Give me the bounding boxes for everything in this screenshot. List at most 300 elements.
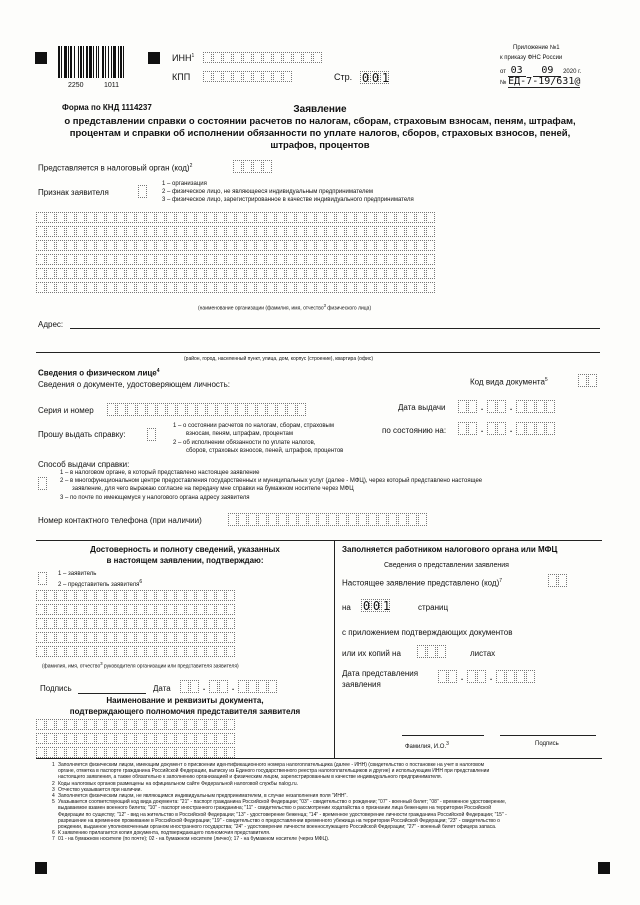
input-cell[interactable]	[36, 240, 45, 251]
input-cell[interactable]	[166, 212, 175, 223]
input-cell[interactable]	[36, 254, 45, 265]
input-cell[interactable]	[380, 71, 389, 84]
input-cell[interactable]	[106, 590, 115, 601]
address-line-2[interactable]	[36, 352, 600, 353]
input-cell[interactable]	[426, 212, 435, 223]
input-cell[interactable]	[216, 632, 225, 643]
input-cell[interactable]	[226, 747, 235, 758]
date-cell[interactable]	[546, 400, 555, 413]
input-cell[interactable]	[366, 226, 375, 237]
input-cell[interactable]	[36, 733, 45, 744]
date-cell[interactable]	[506, 670, 515, 683]
date-cell[interactable]	[526, 422, 535, 435]
input-cell[interactable]	[276, 212, 285, 223]
input-cell[interactable]	[146, 226, 155, 237]
input-cell[interactable]	[326, 268, 335, 279]
input-cell[interactable]	[246, 240, 255, 251]
grid-row[interactable]	[36, 604, 235, 615]
input-cell[interactable]	[117, 403, 126, 416]
input-cell[interactable]	[46, 632, 55, 643]
input-cell[interactable]	[156, 719, 165, 730]
input-cell[interactable]	[127, 403, 136, 416]
input-cell[interactable]	[116, 733, 125, 744]
input-cell[interactable]	[273, 71, 282, 82]
input-cell[interactable]	[206, 212, 215, 223]
date-cell[interactable]	[438, 670, 447, 683]
input-cell[interactable]	[46, 733, 55, 744]
input-cell[interactable]	[266, 282, 275, 293]
input-cell[interactable]	[147, 403, 156, 416]
input-cell[interactable]	[56, 212, 65, 223]
request-type-field[interactable]	[147, 428, 156, 441]
input-cell[interactable]	[278, 513, 287, 526]
input-cell[interactable]	[226, 604, 235, 615]
input-cell[interactable]	[396, 268, 405, 279]
input-cell[interactable]	[326, 212, 335, 223]
input-cell[interactable]	[283, 52, 292, 63]
input-cell[interactable]	[86, 254, 95, 265]
input-cell[interactable]	[376, 268, 385, 279]
input-cell[interactable]	[126, 719, 135, 730]
input-cell[interactable]	[196, 747, 205, 758]
input-cell[interactable]	[406, 240, 415, 251]
input-cell[interactable]	[316, 268, 325, 279]
input-cell[interactable]	[76, 226, 85, 237]
input-cell[interactable]	[386, 268, 395, 279]
input-cell[interactable]	[277, 403, 286, 416]
input-cell[interactable]	[296, 282, 305, 293]
input-cell[interactable]	[253, 52, 262, 63]
input-cell[interactable]	[406, 268, 415, 279]
input-cell[interactable]	[166, 590, 175, 601]
submitted-code-field[interactable]	[548, 574, 567, 587]
input-cell[interactable]	[396, 282, 405, 293]
input-cell[interactable]	[256, 282, 265, 293]
date-cell[interactable]	[458, 422, 467, 435]
input-cell[interactable]	[196, 590, 205, 601]
input-cell[interactable]	[56, 254, 65, 265]
input-cell[interactable]	[96, 618, 105, 629]
input-cell[interactable]	[306, 240, 315, 251]
input-cell[interactable]	[46, 590, 55, 601]
date-cell[interactable]	[487, 400, 496, 413]
input-cell[interactable]	[406, 282, 415, 293]
input-cell[interactable]	[76, 632, 85, 643]
input-cell[interactable]	[276, 282, 285, 293]
input-cell[interactable]	[233, 160, 242, 173]
input-cell[interactable]	[296, 226, 305, 237]
input-cell[interactable]	[66, 254, 75, 265]
input-cell[interactable]	[46, 212, 55, 223]
input-cell[interactable]	[196, 212, 205, 223]
input-cell[interactable]	[116, 747, 125, 758]
input-cell[interactable]	[56, 646, 65, 657]
input-cell[interactable]	[588, 374, 597, 387]
input-cell[interactable]	[116, 268, 125, 279]
input-cell[interactable]	[243, 71, 252, 82]
input-cell[interactable]	[316, 226, 325, 237]
input-cell[interactable]	[146, 254, 155, 265]
input-cell[interactable]	[418, 513, 427, 526]
address-line-1[interactable]	[70, 328, 600, 329]
input-cell[interactable]	[138, 185, 147, 198]
input-cell[interactable]	[76, 282, 85, 293]
date-cell[interactable]	[268, 680, 277, 693]
input-cell[interactable]	[253, 71, 262, 82]
input-cell[interactable]	[116, 646, 125, 657]
input-cell[interactable]	[186, 747, 195, 758]
date-cell[interactable]	[497, 422, 506, 435]
input-cell[interactable]	[233, 71, 242, 82]
input-cell[interactable]	[206, 747, 215, 758]
input-cell[interactable]	[196, 733, 205, 744]
date-cell[interactable]	[219, 680, 228, 693]
input-cell[interactable]	[46, 646, 55, 657]
input-cell[interactable]	[287, 403, 296, 416]
input-cell[interactable]	[166, 632, 175, 643]
input-cell[interactable]	[206, 590, 215, 601]
input-cell[interactable]	[46, 226, 55, 237]
input-cell[interactable]	[427, 645, 436, 658]
phone-field[interactable]	[228, 513, 427, 526]
input-cell[interactable]	[156, 733, 165, 744]
input-cell[interactable]	[263, 52, 272, 63]
input-cell[interactable]	[176, 632, 185, 643]
input-cell[interactable]	[276, 226, 285, 237]
input-cell[interactable]	[263, 71, 272, 82]
input-cell[interactable]	[226, 282, 235, 293]
input-cell[interactable]	[176, 747, 185, 758]
input-cell[interactable]	[156, 254, 165, 265]
input-cell[interactable]	[416, 282, 425, 293]
input-cell[interactable]	[156, 747, 165, 758]
input-cell[interactable]	[216, 212, 225, 223]
input-cell[interactable]	[256, 212, 265, 223]
input-cell[interactable]	[86, 240, 95, 251]
input-cell[interactable]	[166, 268, 175, 279]
input-cell[interactable]	[196, 268, 205, 279]
input-cell[interactable]	[46, 254, 55, 265]
input-cell[interactable]	[356, 240, 365, 251]
input-cell[interactable]	[236, 240, 245, 251]
input-cell[interactable]	[276, 268, 285, 279]
input-cell[interactable]	[417, 645, 426, 658]
input-cell[interactable]	[406, 212, 415, 223]
input-cell[interactable]	[336, 240, 345, 251]
input-cell[interactable]	[437, 645, 446, 658]
input-cell[interactable]	[216, 590, 225, 601]
input-cell[interactable]	[86, 268, 95, 279]
input-cell[interactable]	[36, 268, 45, 279]
input-cell[interactable]	[86, 590, 95, 601]
input-cell[interactable]	[66, 646, 75, 657]
input-cell[interactable]	[116, 254, 125, 265]
input-cell[interactable]	[36, 212, 45, 223]
input-cell[interactable]	[186, 254, 195, 265]
input-cell[interactable]	[293, 52, 302, 63]
input-cell[interactable]	[136, 254, 145, 265]
input-cell[interactable]	[86, 747, 95, 758]
input-cell[interactable]	[316, 212, 325, 223]
input-cell[interactable]	[86, 733, 95, 744]
input-cell[interactable]	[66, 719, 75, 730]
input-cell[interactable]	[156, 212, 165, 223]
input-cell[interactable]	[136, 282, 145, 293]
input-cell[interactable]	[106, 240, 115, 251]
input-cell[interactable]	[346, 226, 355, 237]
input-cell[interactable]	[126, 212, 135, 223]
input-cell[interactable]	[46, 282, 55, 293]
input-cell[interactable]	[216, 240, 225, 251]
input-cell[interactable]	[366, 254, 375, 265]
input-cell[interactable]	[116, 212, 125, 223]
input-cell[interactable]	[206, 618, 215, 629]
input-cell[interactable]	[56, 226, 65, 237]
input-cell[interactable]	[266, 254, 275, 265]
input-cell[interactable]	[226, 646, 235, 657]
input-cell[interactable]	[76, 240, 85, 251]
input-cell[interactable]	[346, 268, 355, 279]
input-cell[interactable]	[408, 513, 417, 526]
input-cell[interactable]	[216, 733, 225, 744]
input-cell[interactable]	[356, 254, 365, 265]
input-cell[interactable]	[366, 212, 375, 223]
date-cell[interactable]	[238, 680, 247, 693]
input-cell[interactable]	[136, 212, 145, 223]
input-cell[interactable]	[243, 52, 252, 63]
input-cell[interactable]	[196, 719, 205, 730]
input-cell[interactable]	[246, 254, 255, 265]
input-cell[interactable]	[346, 254, 355, 265]
input-cell[interactable]	[226, 618, 235, 629]
input-cell[interactable]	[186, 618, 195, 629]
input-cell[interactable]	[36, 590, 45, 601]
input-cell[interactable]	[96, 282, 105, 293]
input-cell[interactable]	[286, 212, 295, 223]
rep-document-field[interactable]	[36, 719, 235, 761]
input-cell[interactable]	[223, 52, 232, 63]
input-cell[interactable]	[298, 513, 307, 526]
organization-name-field[interactable]	[36, 212, 435, 296]
input-cell[interactable]	[156, 646, 165, 657]
input-cell[interactable]	[66, 604, 75, 615]
input-cell[interactable]	[226, 632, 235, 643]
input-cell[interactable]	[266, 240, 275, 251]
input-cell[interactable]	[166, 226, 175, 237]
input-cell[interactable]	[346, 240, 355, 251]
input-cell[interactable]	[356, 268, 365, 279]
input-cell[interactable]	[146, 212, 155, 223]
input-cell[interactable]	[226, 240, 235, 251]
input-cell[interactable]	[166, 747, 175, 758]
input-cell[interactable]	[336, 268, 345, 279]
input-cell[interactable]	[146, 590, 155, 601]
input-cell[interactable]	[106, 604, 115, 615]
input-cell[interactable]	[283, 71, 292, 82]
input-cell[interactable]	[136, 618, 145, 629]
input-cell[interactable]	[66, 240, 75, 251]
input-cell[interactable]	[36, 604, 45, 615]
input-cell[interactable]	[38, 477, 47, 490]
input-cell[interactable]	[396, 212, 405, 223]
input-cell[interactable]	[116, 604, 125, 615]
signature-line[interactable]	[78, 693, 146, 694]
input-cell[interactable]	[96, 226, 105, 237]
input-cell[interactable]	[76, 212, 85, 223]
input-cell[interactable]	[46, 719, 55, 730]
input-cell[interactable]	[257, 403, 266, 416]
input-cell[interactable]	[146, 646, 155, 657]
input-cell[interactable]	[106, 618, 115, 629]
input-cell[interactable]	[376, 226, 385, 237]
input-cell[interactable]	[56, 604, 65, 615]
input-cell[interactable]	[216, 254, 225, 265]
delivery-method-field[interactable]	[38, 477, 47, 490]
input-cell[interactable]	[266, 212, 275, 223]
input-cell[interactable]	[376, 282, 385, 293]
input-cell[interactable]	[96, 733, 105, 744]
input-cell[interactable]	[96, 632, 105, 643]
input-cell[interactable]	[66, 747, 75, 758]
input-cell[interactable]	[206, 733, 215, 744]
input-cell[interactable]	[136, 268, 145, 279]
input-cell[interactable]	[186, 212, 195, 223]
input-cell[interactable]	[426, 254, 435, 265]
input-cell[interactable]	[176, 733, 185, 744]
grid-row[interactable]	[36, 590, 235, 601]
confirm-who-field[interactable]	[38, 572, 47, 585]
grid-row[interactable]	[36, 646, 235, 657]
input-cell[interactable]	[86, 226, 95, 237]
input-cell[interactable]	[358, 513, 367, 526]
input-cell[interactable]	[166, 618, 175, 629]
input-cell[interactable]	[306, 212, 315, 223]
input-cell[interactable]	[206, 646, 215, 657]
input-cell[interactable]	[76, 733, 85, 744]
input-cell[interactable]	[416, 254, 425, 265]
input-cell[interactable]	[146, 719, 155, 730]
input-cell[interactable]	[96, 590, 105, 601]
input-cell[interactable]	[273, 52, 282, 63]
input-cell[interactable]	[56, 632, 65, 643]
date-cell[interactable]	[516, 670, 525, 683]
input-cell[interactable]	[196, 240, 205, 251]
input-cell[interactable]	[46, 268, 55, 279]
input-cell[interactable]	[186, 719, 195, 730]
date-cell[interactable]	[496, 670, 505, 683]
date-cell[interactable]	[546, 422, 555, 435]
input-cell[interactable]	[253, 160, 262, 173]
doc-type-code-field[interactable]	[578, 374, 597, 387]
date-cell[interactable]	[180, 680, 189, 693]
input-cell[interactable]	[371, 599, 380, 612]
input-cell[interactable]	[166, 254, 175, 265]
input-cell[interactable]	[256, 268, 265, 279]
input-cell[interactable]	[146, 733, 155, 744]
input-cell[interactable]	[416, 212, 425, 223]
input-cell[interactable]	[66, 733, 75, 744]
input-cell[interactable]	[313, 52, 322, 63]
input-cell[interactable]	[106, 226, 115, 237]
input-cell[interactable]	[76, 719, 85, 730]
input-cell[interactable]	[578, 374, 587, 387]
input-cell[interactable]	[166, 282, 175, 293]
input-cell[interactable]	[203, 71, 212, 82]
input-cell[interactable]	[306, 226, 315, 237]
input-cell[interactable]	[116, 618, 125, 629]
input-cell[interactable]	[308, 513, 317, 526]
input-cell[interactable]	[126, 240, 135, 251]
input-cell[interactable]	[186, 604, 195, 615]
input-cell[interactable]	[36, 646, 45, 657]
input-cell[interactable]	[146, 268, 155, 279]
input-cell[interactable]	[96, 240, 105, 251]
input-cell[interactable]	[126, 254, 135, 265]
input-cell[interactable]	[266, 226, 275, 237]
input-cell[interactable]	[386, 282, 395, 293]
input-cell[interactable]	[217, 403, 226, 416]
input-cell[interactable]	[166, 719, 175, 730]
input-cell[interactable]	[216, 618, 225, 629]
input-cell[interactable]	[303, 52, 312, 63]
input-cell[interactable]	[326, 226, 335, 237]
input-cell[interactable]	[356, 226, 365, 237]
input-cell[interactable]	[186, 733, 195, 744]
date-cell[interactable]	[536, 422, 545, 435]
input-cell[interactable]	[378, 513, 387, 526]
input-cell[interactable]	[126, 268, 135, 279]
input-cell[interactable]	[116, 226, 125, 237]
input-cell[interactable]	[226, 212, 235, 223]
input-cell[interactable]	[396, 254, 405, 265]
input-cell[interactable]	[106, 646, 115, 657]
input-cell[interactable]	[106, 212, 115, 223]
input-cell[interactable]	[276, 254, 285, 265]
input-cell[interactable]	[66, 632, 75, 643]
input-cell[interactable]	[416, 240, 425, 251]
input-cell[interactable]	[286, 268, 295, 279]
input-cell[interactable]	[86, 212, 95, 223]
input-cell[interactable]	[246, 212, 255, 223]
input-cell[interactable]	[166, 733, 175, 744]
input-cell[interactable]	[223, 71, 232, 82]
input-cell[interactable]	[136, 590, 145, 601]
input-cell[interactable]	[66, 212, 75, 223]
date-cell[interactable]	[487, 422, 496, 435]
input-cell[interactable]	[116, 240, 125, 251]
input-cell[interactable]	[126, 618, 135, 629]
input-cell[interactable]	[156, 618, 165, 629]
input-cell[interactable]	[226, 719, 235, 730]
input-cell[interactable]	[186, 632, 195, 643]
submission-date-field[interactable]	[438, 669, 535, 683]
input-cell[interactable]	[206, 282, 215, 293]
issue-date-field[interactable]	[458, 399, 555, 413]
input-cell[interactable]	[206, 719, 215, 730]
input-cell[interactable]	[36, 632, 45, 643]
input-cell[interactable]	[266, 268, 275, 279]
input-cell[interactable]	[238, 513, 247, 526]
input-cell[interactable]	[196, 618, 205, 629]
input-cell[interactable]	[176, 268, 185, 279]
input-cell[interactable]	[36, 719, 45, 730]
input-cell[interactable]	[106, 733, 115, 744]
input-cell[interactable]	[206, 268, 215, 279]
date-cell[interactable]	[516, 422, 525, 435]
input-cell[interactable]	[126, 747, 135, 758]
input-cell[interactable]	[186, 282, 195, 293]
input-cell[interactable]	[106, 268, 115, 279]
